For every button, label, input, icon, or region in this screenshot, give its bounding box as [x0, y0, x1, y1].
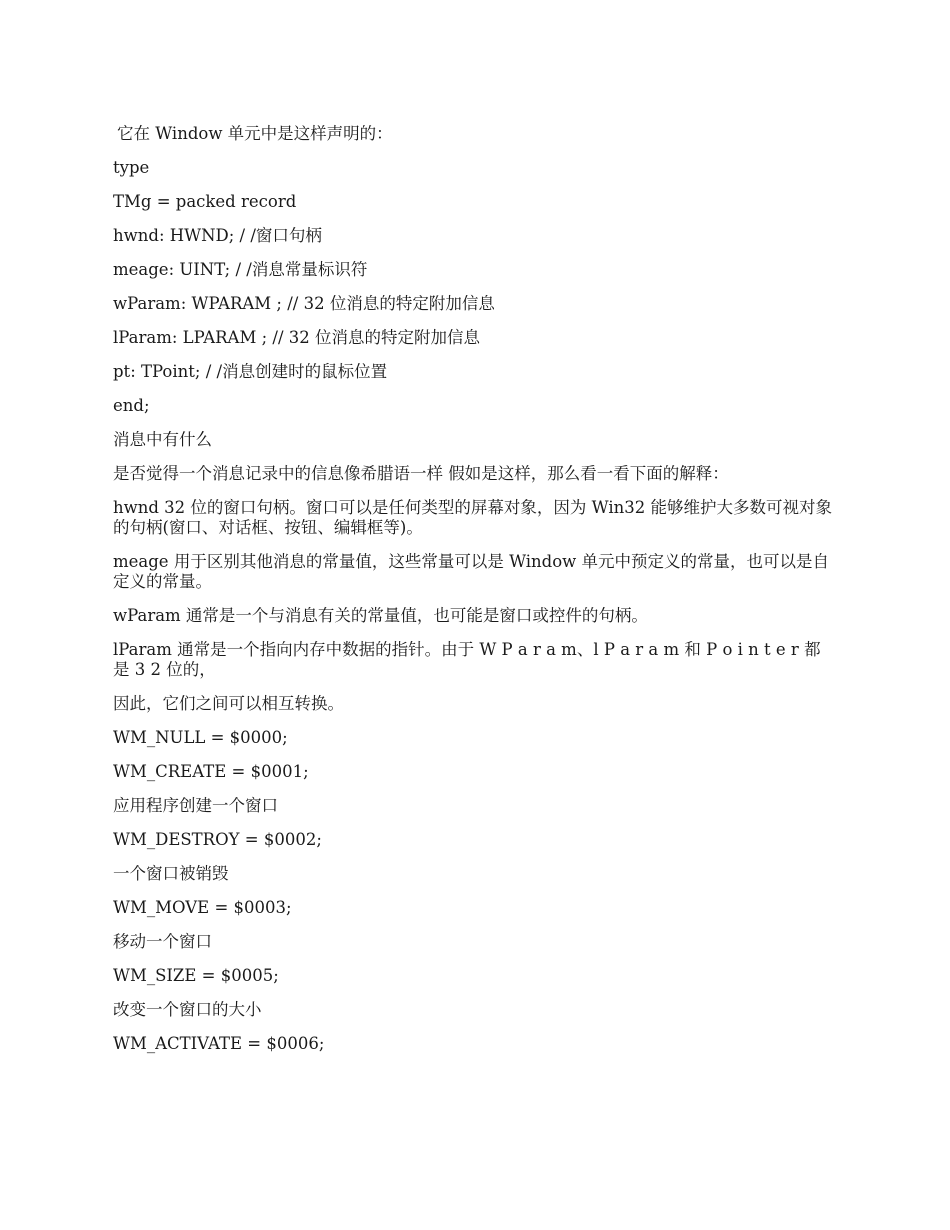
- code-line-type: type: [113, 158, 150, 177]
- document-page: [113, 124, 835, 1068]
- paragraph-meage-explanation: meage 用于区别其他消息的常量值，这些常量可以是 Window 单元中预定义的常量，也可以是自定义的常量。: [113, 552, 830, 591]
- code-line-record: TMg = packed record: [113, 192, 297, 211]
- paragraph-hwnd-explanation: hwnd 32 位的窗口句柄。窗口可以是任何类型的屏幕对象，因为 Win32 能够维护大多数可视对象的句柄(窗口、对话框、按钮、编辑框等)。: [113, 498, 832, 537]
- code-line-lparam: lParam: LPARAM ; // 32 位消息的特定附加信息: [113, 328, 480, 347]
- paragraph-window-declaration: 它在 Window 单元中是这样声明的：: [117, 124, 393, 143]
- description-wm-create: 应用程序创建一个窗口: [113, 796, 278, 815]
- code-line-wm-create: WM_CREATE = $0001;: [113, 762, 309, 781]
- code-line-meage: meage: UINT; / /消息常量标识符: [113, 260, 368, 279]
- paragraph-conversion: 因此，它们之间可以相互转换。: [113, 694, 344, 713]
- paragraph-wparam-explanation: wParam 通常是一个与消息有关的常量值，也可能是窗口或控件的句柄。: [113, 606, 648, 625]
- description-wm-destroy: 一个窗口被销毁: [113, 864, 229, 883]
- code-line-wparam: wParam: WPARAM ; // 32 位消息的特定附加信息: [113, 294, 495, 313]
- code-line-wm-size: WM_SIZE = $0005;: [113, 966, 279, 985]
- code-line-pt: pt: TPoint; / /消息创建时的鼠标位置: [113, 362, 388, 381]
- paragraph-lparam-explanation: lParam 通常是一个指向内存中数据的指针。由于 W P a r a m、l P a r a m 和 P o i n t e r 都是 3 2 位的，: [113, 640, 821, 679]
- description-wm-size: 改变一个窗口的大小: [113, 1000, 262, 1019]
- code-line-wm-activate: WM_ACTIVATE = $0006;: [113, 1034, 325, 1053]
- code-line-end: end;: [113, 396, 150, 415]
- code-line-wm-move: WM_MOVE = $0003;: [113, 898, 292, 917]
- code-line-wm-destroy: WM_DESTROY = $0002;: [113, 830, 322, 849]
- code-line-wm-null: WM_NULL = $0000;: [113, 728, 288, 747]
- code-line-hwnd: hwnd: HWND; / /窗口句柄: [113, 226, 322, 245]
- description-wm-move: 移动一个窗口: [113, 932, 212, 951]
- section-heading-message-content: 消息中有什么: [113, 430, 212, 449]
- paragraph-greek-question: 是否觉得一个消息记录中的信息像希腊语一样 假如是这样，那么看一看下面的解释：: [113, 464, 729, 483]
